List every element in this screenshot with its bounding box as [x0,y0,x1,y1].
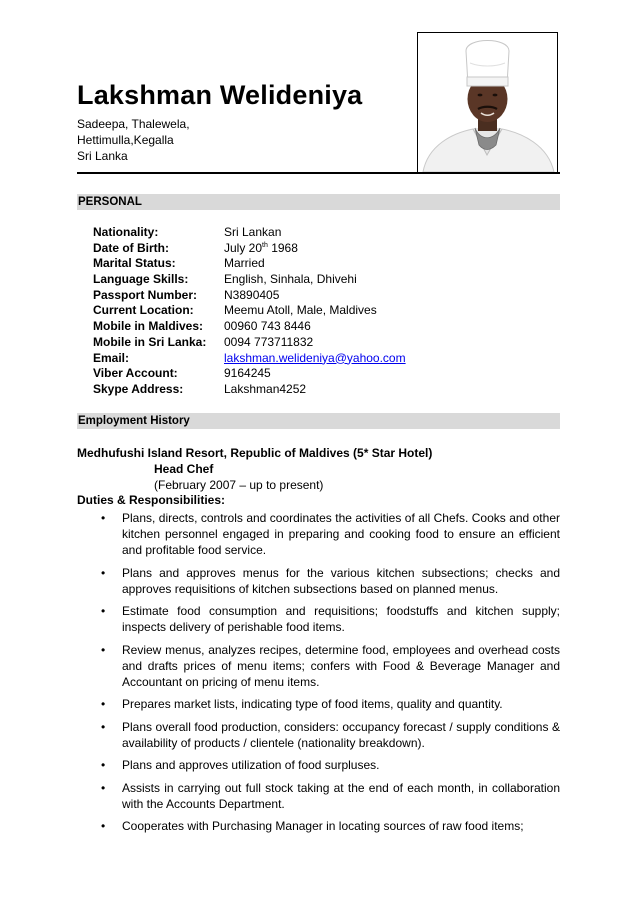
bullet-icon: • [101,697,106,711]
detail-label: Passport Number: [93,287,198,302]
detail-value [224,351,406,367]
detail-label: Viber Account: [93,366,178,381]
dob-suffix: th [262,241,268,249]
bullet-icon: • [101,565,106,580]
duty-text: Plans, directs, controls and coordinates the activities of all Chefs. Cooks and other kitchen personnel engaged in preparing and cooking food to ensure an efficient and profitable food service. [122,511,560,557]
detail-value: Married [224,256,265,271]
detail-label: Marital Status: [93,256,176,271]
detail-value: Sri Lankan [224,225,282,239]
detail-value: Meemu Atoll, Male, Maldives [224,303,377,318]
list-item [100,603,560,635]
detail-label: Current Location: [93,303,194,318]
list-item [100,696,560,712]
section-heading-personal: PERSONAL [77,194,560,210]
duty-text: Prepares market lists, indicating type of food items, quality and quantity. [122,697,503,711]
chef-portrait-image [418,33,557,172]
detail-row [93,241,406,257]
detail-row [93,225,406,241]
detail-value: 0094 773711832 [224,334,314,349]
detail-row [93,288,406,304]
detail-row [93,272,406,288]
duty-text: Review menus, analyzes recipes, determine food, employees and overhead costs and drafts prices of menu items; confers with Food & Beverage Manager and Accountant on pricing of menu items. [122,642,560,689]
profile-photo [417,32,558,173]
list-item [100,510,560,558]
personal-details [93,225,406,398]
candidate-name: Lakshman Welideniya [77,80,363,110]
duty-text: Plans overall food production, considers: occupancy forecast / supply conditions & availability of products / clientele (nationality breakdown). [122,719,560,750]
bullet-icon: • [101,511,106,525]
duty-text: Plans and approves menus for the various kitchen subsections; checks and approves requisitions of kitchen subsections based on planned menus. [122,565,560,596]
address-line: Sri Lanka [77,149,128,163]
detail-label: Skype Address: [93,381,184,396]
detail-label: Mobile in Maldives: [93,319,204,334]
detail-label: Date of Birth: [93,240,169,255]
detail-row [93,351,406,367]
detail-value: 00960 743 8446 [224,319,311,334]
employer-name: Medhufushi Island Resort, Republic of Maldives (5* Star Hotel) [77,446,433,460]
section-heading-employment: Employment History [77,413,560,429]
duty-text: Estimate food consumption and requisitions; foodstuffs and kitchen supply; inspects delivery of perishable food items. [122,604,560,634]
bullet-icon: • [101,604,106,618]
header-divider [77,172,560,174]
detail-label: Nationality: [93,225,159,239]
detail-value: Lakshman4252 [224,381,307,396]
dob-day: July 20 [224,240,263,255]
email-link[interactable]: lakshman.welideniya@yahoo.com [224,350,406,365]
detail-row [93,256,406,272]
detail-label: Email: [93,350,130,365]
duties-heading: Duties & Responsibilities: [77,493,226,507]
detail-value: 9164245 [224,366,271,381]
detail-row [93,303,406,319]
list-item [100,757,560,773]
duty-text: Plans and approves utilization of food surpluses. [122,758,380,772]
detail-value: English, Sinhala, Dhivehi [224,272,357,287]
detail-row [93,335,406,351]
list-item [100,642,560,690]
list-item [100,818,560,834]
bullet-icon: • [101,819,106,833]
detail-value-dob [224,241,298,257]
detail-label: Mobile in Sri Lanka: [93,334,207,349]
detail-row [93,382,406,398]
dob-year: 1968 [267,240,298,255]
detail-value: N3890405 [224,287,280,302]
address-line: Hettimulla,Kegalla [77,133,174,147]
address-line: Sadeepa, Thalewela, [77,117,190,131]
job-title: Head Chef [154,462,214,476]
bullet-icon: • [101,758,106,772]
bullet-icon: • [101,642,106,657]
duty-text: Cooperates with Purchasing Manager in locating sources of raw food items; [122,819,524,833]
bullet-icon: • [101,780,106,795]
duties-list [100,510,560,841]
employment-period: (February 2007 – up to present) [154,478,324,492]
list-item [100,565,560,597]
address-block [77,116,190,164]
bullet-icon: • [101,719,106,734]
detail-row [93,366,406,382]
list-item [100,780,560,812]
detail-label: Language Skills: [93,272,189,287]
detail-row [93,319,406,335]
list-item [100,719,560,751]
duty-text: Assists in carrying out full stock taking at the end of each month, in collaboration with the Accounts Department. [122,780,560,811]
